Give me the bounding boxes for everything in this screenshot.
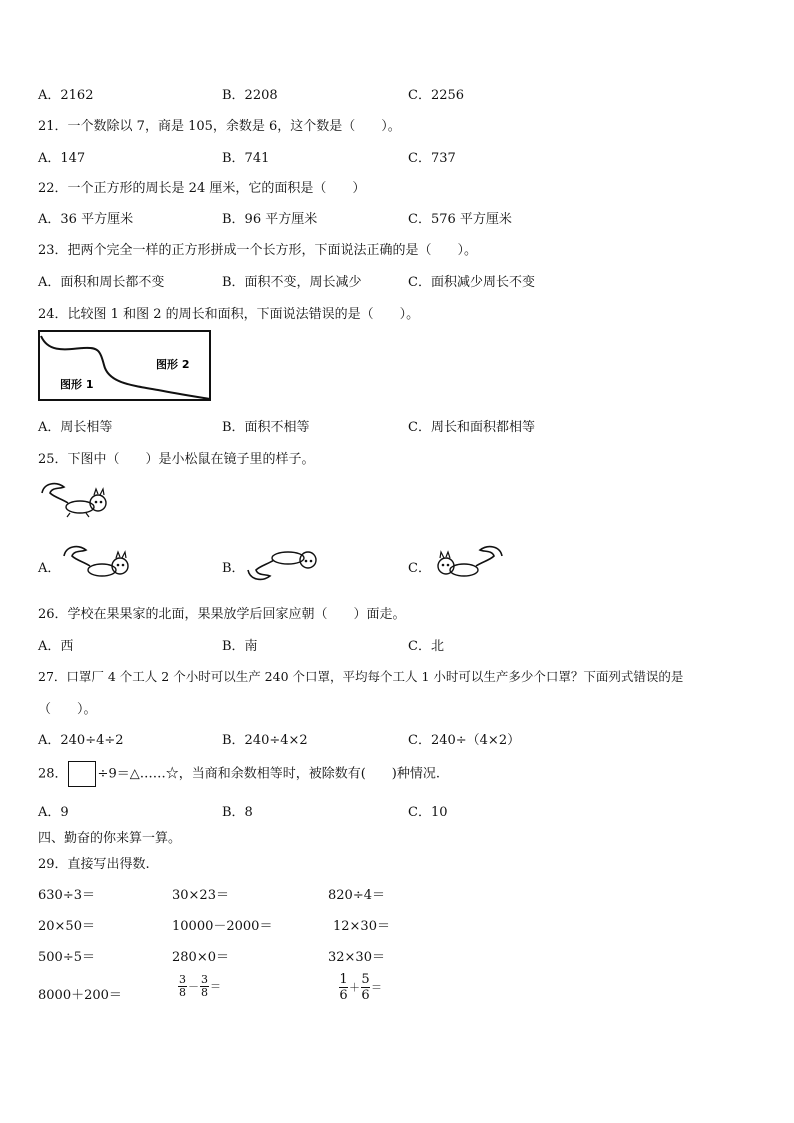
- q26-option-b: B．南: [222, 639, 258, 654]
- calc-item: 820÷4＝: [328, 888, 385, 903]
- fraction: $\frac{1}{6}$: [339, 972, 348, 1003]
- calc-item: 32×30＝: [328, 950, 385, 965]
- blank-box: [68, 761, 96, 787]
- squirrel-option-a-icon: [62, 544, 134, 582]
- squirrel-option-b-icon: [246, 546, 322, 582]
- fraction-calc-2: $\frac{1}{6}$ ＋ $\frac{5}{6}$ ＝: [339, 972, 382, 1003]
- q23-option-b: B．面积不变，周长减少: [222, 275, 362, 290]
- q25-option-c: C．: [408, 561, 431, 576]
- calc-item: 12×30＝: [333, 919, 390, 934]
- section-heading: 四、勤奋的你来算一算。: [38, 831, 182, 846]
- q22-text: 22．一个正方形的周长是 24 厘米，它的面积是（ ）: [38, 181, 366, 196]
- fig1-label: 图形 1: [60, 378, 94, 391]
- q28-text: ÷9＝△……☆，当商和余数相等时，被除数有( )种情况.: [97, 766, 440, 782]
- q26-option-a: A．西: [38, 639, 74, 654]
- q28-option-a: A．9: [38, 805, 69, 820]
- q23-text: 23．把两个完全一样的正方形拼成一个长方形，下面说法正确的是（ ）。: [38, 243, 478, 258]
- q29-text: 29．直接写出得数.: [38, 857, 150, 872]
- calc-item: 30×23＝: [172, 888, 229, 903]
- q26-option-c: C．北: [408, 639, 444, 654]
- fraction: $\frac{5}{6}$: [361, 972, 370, 1003]
- fraction: $\frac{3}{8}$: [179, 973, 186, 999]
- q24-figure: [38, 330, 212, 402]
- q20-option-a: A．2162: [38, 88, 94, 103]
- calc-item: 10000－2000＝: [172, 919, 273, 934]
- q27-option-a: A．240÷4÷2: [38, 733, 124, 748]
- q22-option-b: B．96 平方厘米: [222, 212, 318, 227]
- squirrel-option-c-icon: [432, 544, 504, 582]
- q23-option-a: A．面积和周长都不变: [38, 275, 165, 290]
- q20-option-c: C．2256: [408, 88, 465, 103]
- q28-option-b: B．8: [222, 805, 253, 820]
- fig2-label: 图形 2: [156, 358, 190, 371]
- q28-option-c: C．10: [408, 805, 448, 820]
- q22-option-c: C．576 平方厘米: [408, 212, 512, 227]
- q25-option-a: A．: [38, 561, 61, 576]
- calc-item: 630÷3＝: [38, 888, 95, 903]
- fraction-calc-1: $\frac{3}{8}$ － $\frac{3}{8}$ ＝: [179, 973, 221, 999]
- q23-option-c: C．面积减少周长不变: [408, 275, 535, 290]
- q21-option-a: A．147: [38, 151, 86, 166]
- q27-option-b: B．240÷4×2: [222, 733, 308, 748]
- q28-line: [38, 761, 440, 787]
- q24-option-a: A．周长相等: [38, 420, 113, 435]
- q27-option-c: C．240÷（4×2）: [408, 733, 521, 748]
- q28-number: 28．: [38, 766, 68, 782]
- q25-option-b: B．: [222, 561, 245, 576]
- calc-item: 500÷5＝: [38, 950, 95, 965]
- q24-text: 24．比较图 1 和图 2 的周长和面积，下面说法错误的是（ ）。: [38, 307, 420, 322]
- q21-option-b: B．741: [222, 151, 270, 166]
- q26-text: 26．学校在果果家的北面，果果放学后回家应朝（ ）面走。: [38, 607, 406, 622]
- fraction: $\frac{3}{8}$: [201, 973, 208, 999]
- q24-option-c: C．周长和面积都相等: [408, 420, 535, 435]
- q27-text-cont: （ ）。: [38, 702, 97, 717]
- q21-text: 21．一个数除以 7，商是 105，余数是 6，这个数是（ ）。: [38, 119, 401, 134]
- q22-option-a: A．36 平方厘米: [38, 212, 134, 227]
- q27-text: 27．口罩厂 4 个工人 2 个小时可以生产 240 个口罩，平均每个工人 1 小时可以生产多少个口罩？下面列式错误的是: [38, 669, 684, 684]
- q24-option-b: B．面积不相等: [222, 420, 310, 435]
- q21-option-c: C．737: [408, 151, 456, 166]
- q25-text: 25．下图中（ ）是小松鼠在镜子里的样子。: [38, 452, 315, 467]
- calc-item: 8000＋200＝: [38, 988, 122, 1003]
- calc-item: 20×50＝: [38, 919, 95, 934]
- squirrel-icon: [40, 481, 112, 519]
- calc-item: 280×0＝: [172, 950, 229, 965]
- q20-option-b: B．2208: [222, 88, 278, 103]
